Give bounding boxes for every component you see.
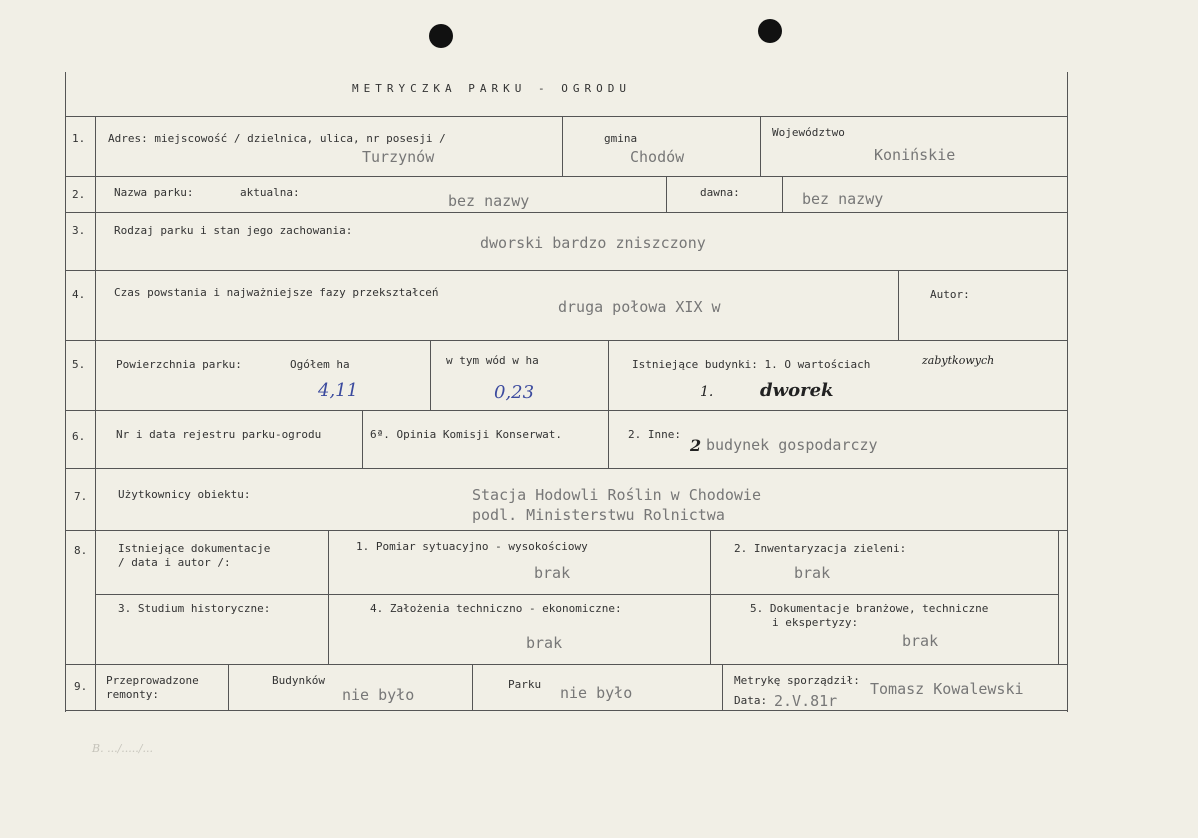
buildings-renovation-value: nie było [342, 686, 415, 704]
users-value-line1: Stacja Hodowli Roślin w Chodowie [472, 486, 761, 504]
row6-divider-2 [608, 410, 609, 468]
line-after-row7 [65, 530, 1068, 531]
area-label: Powierzchnia parku: [116, 358, 242, 371]
line-after-row6 [65, 468, 1068, 469]
voivodeship-label: Województwo [772, 126, 845, 139]
building-1-number: 1. [700, 384, 714, 400]
renovations-label-line1: Przeprowadzone [106, 674, 199, 687]
row9-number: 9. [74, 680, 88, 693]
line-bottom [65, 710, 1068, 711]
row7-number: 7. [74, 490, 88, 503]
border-left [65, 72, 66, 712]
row8-right-border [1058, 530, 1059, 664]
line-after-row4 [65, 340, 1068, 341]
line-top [65, 116, 1068, 117]
greenery-inventory-label: 2. Inwentaryzacja zieleni: [734, 542, 907, 555]
line-after-row5 [65, 410, 1068, 411]
line-after-row3 [65, 270, 1068, 271]
creation-time-label: Czas powstania i najważniejsze fazy przekształceń [114, 286, 439, 299]
survey-label: 1. Pomiar sytuacyjno - wysokościowy [356, 540, 588, 553]
made-by-value: Tomasz Kowalewski [870, 680, 1024, 698]
gmina-label: gmina [604, 132, 638, 145]
buildings-label: Istniejące budynki: 1. O wartościach [632, 358, 871, 371]
current-name-label: aktualna: [240, 186, 300, 199]
park-renovation-label: Parku [508, 678, 542, 691]
line-mid-row8 [95, 594, 1058, 595]
voivodeship-value: Konińskie [874, 146, 956, 164]
row4-number: 4. [72, 288, 86, 301]
former-name-label: dawna: [700, 186, 740, 199]
border-right [1067, 72, 1068, 712]
num-column-divider [95, 116, 96, 710]
park-renovation-value: nie było [560, 684, 633, 702]
documentation-label-line1: Istniejące dokumentacje [118, 542, 271, 555]
park-type-value: dworski bardzo zniszczony [480, 234, 706, 252]
date-value: 2.V.81r [774, 692, 838, 710]
register-label: Nr i data rejestru parku-ogrodu [116, 428, 322, 441]
row1-number: 1. [72, 132, 86, 145]
water-area-label: w tym wód w ha [446, 354, 539, 367]
row8-divider-1 [328, 530, 329, 664]
date-label: Data: [734, 694, 768, 707]
other-building-value: budynek gospodarczy [706, 436, 878, 454]
branch-documentation-value: brak [902, 632, 939, 650]
made-by-label: Metrykę sporządził: [734, 674, 860, 687]
other-buildings-label: 2. Inne: [628, 428, 681, 441]
form-title: METRYCZKA PARKU - OGRODU [352, 82, 631, 95]
row4-divider [898, 270, 899, 340]
technical-economic-value: brak [526, 634, 563, 652]
greenery-inventory-value: brak [794, 564, 831, 582]
row9-divider-1 [228, 664, 229, 710]
row8-divider-2 [710, 530, 711, 664]
gmina-value: Chodów [630, 148, 685, 166]
row9-divider-3 [722, 664, 723, 710]
row6-divider-1 [362, 410, 363, 468]
buildings-handwritten-note: zabytkowych [922, 354, 995, 367]
line-after-row1 [65, 176, 1068, 177]
address-label: Adres: miejscowość / dzielnica, ulica, nr posesji / [108, 132, 446, 145]
users-value-line2: podl. Ministerstwu Rolnictwa [472, 506, 725, 524]
row2-number: 2. [72, 188, 86, 201]
building-1-value: dworek [760, 380, 834, 401]
row5-divider-1 [430, 340, 431, 410]
survey-value: brak [534, 564, 571, 582]
author-label: Autor: [930, 288, 970, 301]
row5-number: 5. [72, 358, 86, 371]
other-building-number: 2 [690, 436, 702, 455]
documentation-label-line2: / data i autor /: [118, 556, 231, 569]
branch-documentation-label-line1: 5. Dokumentacje branżowe, techniczne [750, 602, 989, 615]
branch-documentation-label-line2: i ekspertyzy: [772, 616, 859, 629]
buildings-renovation-label: Budynków [272, 674, 325, 687]
users-label: Użytkownicy obiektu: [118, 488, 251, 501]
row6-number: 6. [72, 430, 86, 443]
historical-study-label: 3. Studium historyczne: [118, 602, 271, 615]
former-name-value: bez nazwy [802, 190, 884, 208]
row2-divider-1 [666, 176, 667, 212]
faint-pencil-note: B. .../...../... [92, 742, 153, 755]
row9-divider-2 [472, 664, 473, 710]
creation-time-value: druga połowa XIX w [558, 298, 721, 316]
address-value: Turzynów [362, 148, 435, 166]
area-total-label: Ogółem ha [290, 358, 350, 371]
row1-divider-1 [562, 116, 563, 176]
row1-divider-2 [760, 116, 761, 176]
line-after-row2 [65, 212, 1068, 213]
line-after-row8 [65, 664, 1068, 665]
water-area-value: 0,23 [494, 382, 535, 403]
current-name-value: bez nazwy [448, 192, 530, 210]
park-type-label: Rodzaj parku i stan jego zachowania: [114, 224, 353, 237]
technical-economic-label: 4. Założenia techniczno - ekonomiczne: [370, 602, 622, 615]
row3-number: 3. [72, 224, 86, 237]
area-total-value: 4,11 [318, 380, 359, 401]
row5-divider-2 [608, 340, 609, 410]
conservator-opinion-label: 6ª. Opinia Komisji Konserwat. [370, 428, 563, 441]
row2-divider-2 [782, 176, 783, 212]
row8-number: 8. [74, 544, 88, 557]
park-name-label: Nazwa parku: [114, 186, 194, 199]
renovations-label-line2: remonty: [106, 688, 159, 701]
